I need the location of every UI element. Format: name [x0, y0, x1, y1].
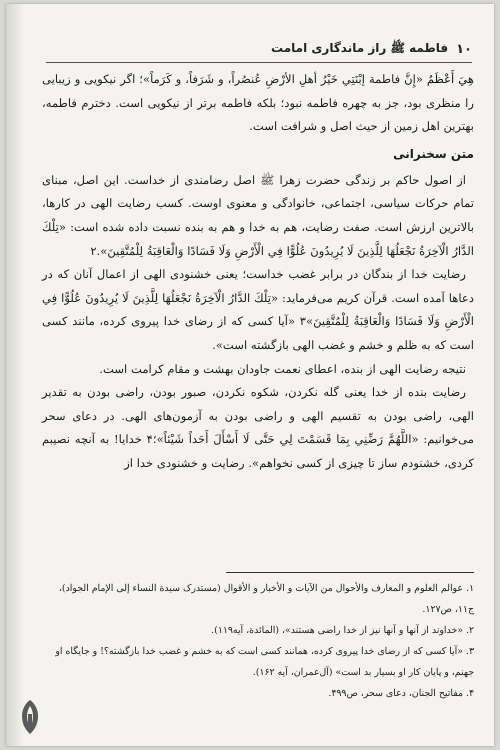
footnotes — [46, 578, 474, 704]
page-number: ۱۰ — [456, 41, 472, 57]
footnote-3: ۳. «آیا کسی که از رضای خدا پیروی کرده، همانند کسی است که به خشم و غضب خدا بازگشته؟! و جایگاه او جهنم، و پایان کار او بسیار بد است» (آل‌عمران، آیه ۱۶۲). — [55, 646, 474, 678]
paragraph-1 — [42, 68, 474, 139]
publisher-logo-icon — [16, 696, 44, 736]
page-gutter-shadow — [6, 4, 24, 746]
paragraph-1-lead: هِيَ أَعْظَمُ — [426, 72, 474, 86]
footnote-4: ۴. مفاتیح الجنان، دعای سحر، ص۴۹۹. — [328, 688, 474, 699]
footnote-2: ۲. «خداوند از آنها و آنها نیز از خدا راضی هستند»، (المائدة، آیه۱۱۹). — [211, 625, 474, 636]
footnote-1: ۱. عوالم العلوم و المعارف والأحوال من الآیات و الأخبار و الأقوال (مستدرک سیدة النساء إلی الإمام الجواد)، ج۱۱، ص۱۲۷. — [58, 583, 474, 615]
paragraph-3: رضایت خدا از بندگان در برابر غضب خداست؛ یعنی خشنودی الهی از اعمال آنان که در دعاها آمده است. قرآن کریم می‌فرماید: «تِلْكَ الدَّارُ الْآخِرَةُ نَجْعَلُهَا لِلَّذِينَ لَا يُرِيدُونَ عُلُوًّا فِي الْأَرْضِ وَلَا فَسَادًا وَالْعَاقِبَةُ لِلْمُتَّقِينَ»۳ «آیا کسی که از رضای خدا پیروی کرده، مانند کسی است که به ظلم و خشم و غضب الهی بازگشته است». — [42, 267, 474, 352]
running-title: فاطمه ﷺ راز ماندگاری امامت — [271, 40, 449, 55]
book-page — [6, 4, 494, 746]
footnote-rule — [226, 572, 474, 573]
main-text — [42, 68, 474, 476]
section-heading: متن سخنرانی — [393, 146, 474, 161]
page-header — [66, 38, 472, 60]
paragraph-5: رضایت بنده از خدا یعنی گله نکردن، شکوه نکردن، صبور بودن، راضی بودن به تقدیر الهی، راضی بودن به تقسیم الهی و راضی بودن به آزمون‌های الهی. در دعای سحر می‌خوانیم: «اللَّهُمَّ رَضِّنِي بِمَا قَسَمْتَ لِي حَتَّى لَا أَسْأَلَ أَحَداً شَيْئاً»؛۴ خدایا! به آنچه نصیبم کردی، خشنودم ساز تا چیزی از کسی نخواهم». رضایت و خشنودی خدا از — [42, 385, 475, 470]
paragraph-4: نتیجه رضایت الهی از بنده، اعطای نعمت جاودان بهشت و مقام کرامت است. — [99, 361, 466, 376]
paragraph-1-text: «إِنَّ فاطمة إبْنَتِي خَيْرُ أهلِ الأرْضِ عُنصُراً، و شَرَفاً، و كَرَماً»؛ اگر نیکویی و زیبایی را منظری بود، جز به چهره فاطمه نبود؛ بلکه فاطمه برتر از نیکویی است. دخترم فاطمه، بهترین اهل زمین از حیث اصل و شرافت است. — [42, 72, 474, 134]
header-rule — [46, 62, 472, 63]
paragraph-2: از اصول حاکم بر زندگی حضرت زهرا ﷺ اصل رضامندی از خداست. این اصل، مبنای تمام حرکات سیاسی، اجتماعی، خانوادگی و معنوی اوست. کسب رضایت الهی در کارها، بالاترین ارزش است. صفت رضایت، هم به خدا و هم به بنده نسبت داده شده است: «تِلْكَ الدَّارُ الْآخِرَةُ نَجْعَلُهَا لِلَّذِينَ لَا يُرِيدُونَ عُلُوًّا فِي الْأَرْضِ وَلَا فَسَادًا وَالْعَاقِبَةُ لِلْمُتَّقِينَ».۲ — [42, 172, 474, 258]
